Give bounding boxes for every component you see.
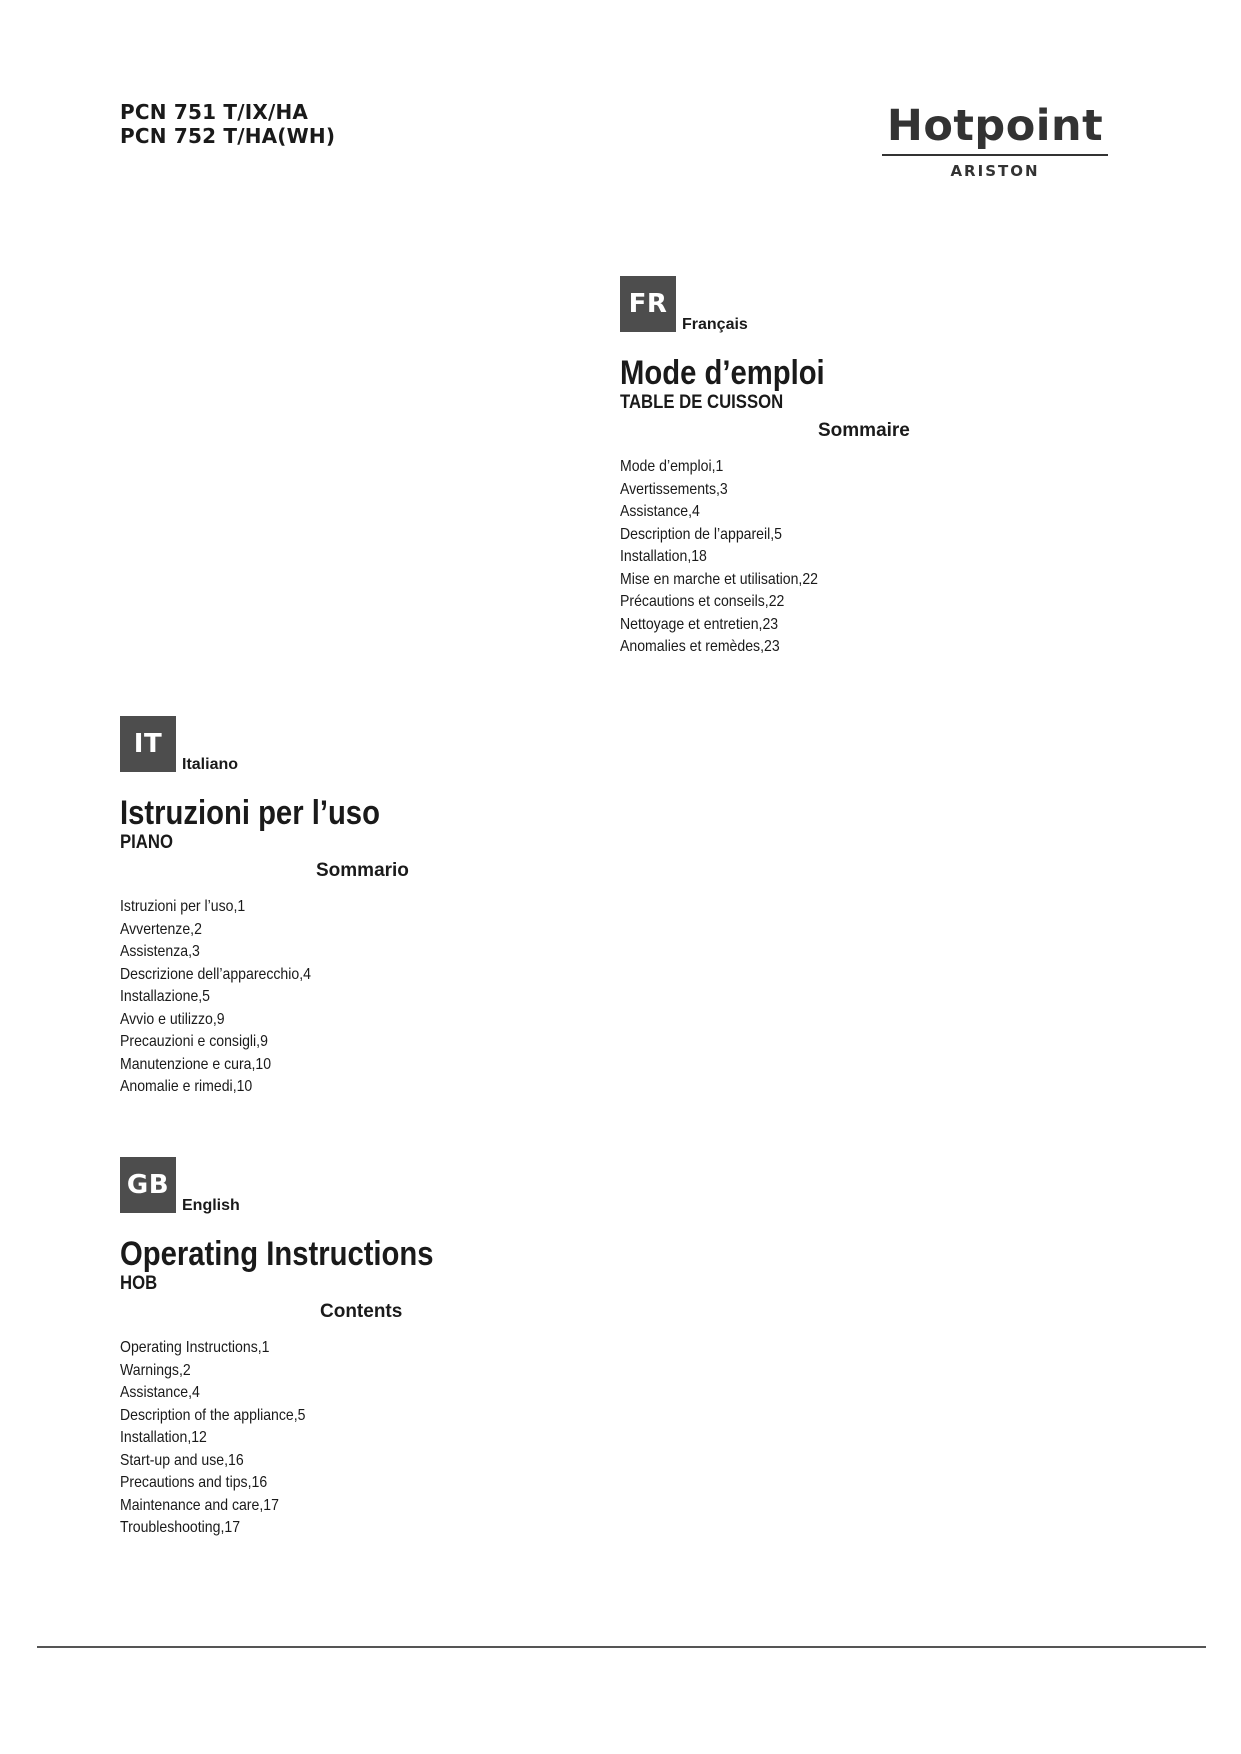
section-english: [120, 1157, 540, 1540]
toc-item: Avertissements,3: [620, 480, 728, 498]
toc-item: Assistenza,3: [120, 943, 200, 960]
table-of-contents: [120, 1337, 540, 1540]
logo-sub-text: ARISTON: [950, 162, 1040, 180]
document-subtitle: PIANO: [120, 832, 173, 853]
toc-item: Anomalie e rimedi,10: [120, 1078, 253, 1095]
document-subtitle: TABLE DE CUISSON: [620, 392, 784, 413]
toc-item: Istruzioni per l’uso,1: [120, 898, 246, 915]
toc-item: Avvio e utilizzo,9: [120, 1010, 225, 1028]
toc-item: Description of the appliance,5: [120, 1406, 306, 1424]
toc-item: Manutenzione e cura,10: [120, 1055, 272, 1073]
language-name: English: [182, 1197, 240, 1214]
table-of-contents: [620, 456, 1040, 659]
toc-item: Nettoyage et entretien,23: [620, 615, 779, 633]
language-badge: IT: [120, 716, 176, 772]
footer-divider: [37, 1646, 1206, 1648]
language-badge: GB: [120, 1157, 176, 1213]
logo-divider: [882, 154, 1108, 156]
language-name: Français: [682, 316, 748, 333]
toc-item: Assistance,4: [620, 503, 700, 520]
language-header: [620, 276, 1040, 334]
section-italian: [120, 716, 540, 1099]
document-title: Operating Instructions: [120, 1235, 434, 1273]
toc-item: Installation,18: [620, 548, 707, 565]
toc-item: Installation,12: [120, 1429, 207, 1446]
model-number: PCN 752 T/HA(WH): [120, 124, 336, 148]
contents-heading: Sommario: [316, 860, 409, 881]
toc-item: Assistance,4: [120, 1384, 200, 1401]
table-of-contents: [120, 896, 540, 1099]
section-french: [620, 276, 1040, 659]
language-badge: FR: [620, 276, 676, 332]
toc-item: Anomalies et remèdes,23: [620, 638, 780, 655]
toc-item: Avvertenze,2: [120, 920, 202, 938]
contents-heading: Contents: [320, 1301, 403, 1322]
toc-item: Operating Instructions,1: [120, 1339, 270, 1356]
toc-item: Description de l’appareil,5: [620, 525, 783, 543]
language-header: [120, 716, 540, 774]
toc-item: Precauzioni e consigli,9: [120, 1033, 268, 1050]
toc-item: Precautions and tips,16: [120, 1474, 268, 1491]
toc-item: Descrizione dell’apparecchio,4: [120, 965, 311, 983]
model-numbers: [120, 100, 335, 148]
logo-brand-text: Hotpoint: [886, 101, 1104, 151]
toc-item: Mode d’emploi,1: [620, 458, 724, 475]
document-title: Mode d’emploi: [620, 354, 825, 392]
toc-item: Start-up and use,16: [120, 1451, 244, 1469]
contents-heading: Sommaire: [818, 420, 910, 441]
toc-item: Mise en marche et utilisation,22: [620, 570, 818, 588]
toc-item: Warnings,2: [120, 1361, 191, 1379]
model-number: PCN 751 T/IX/HA: [120, 100, 309, 124]
toc-item: Installazione,5: [120, 988, 211, 1005]
document-title: Istruzioni per l’uso: [120, 794, 380, 832]
brand-logo: [880, 100, 1110, 180]
document-subtitle: HOB: [120, 1273, 158, 1294]
language-header: [120, 1157, 540, 1215]
toc-item: Troubleshooting,17: [120, 1519, 241, 1536]
toc-item: Précautions et conseils,22: [620, 593, 785, 610]
toc-item: Maintenance and care,17: [120, 1496, 279, 1514]
language-name: Italiano: [182, 756, 239, 773]
